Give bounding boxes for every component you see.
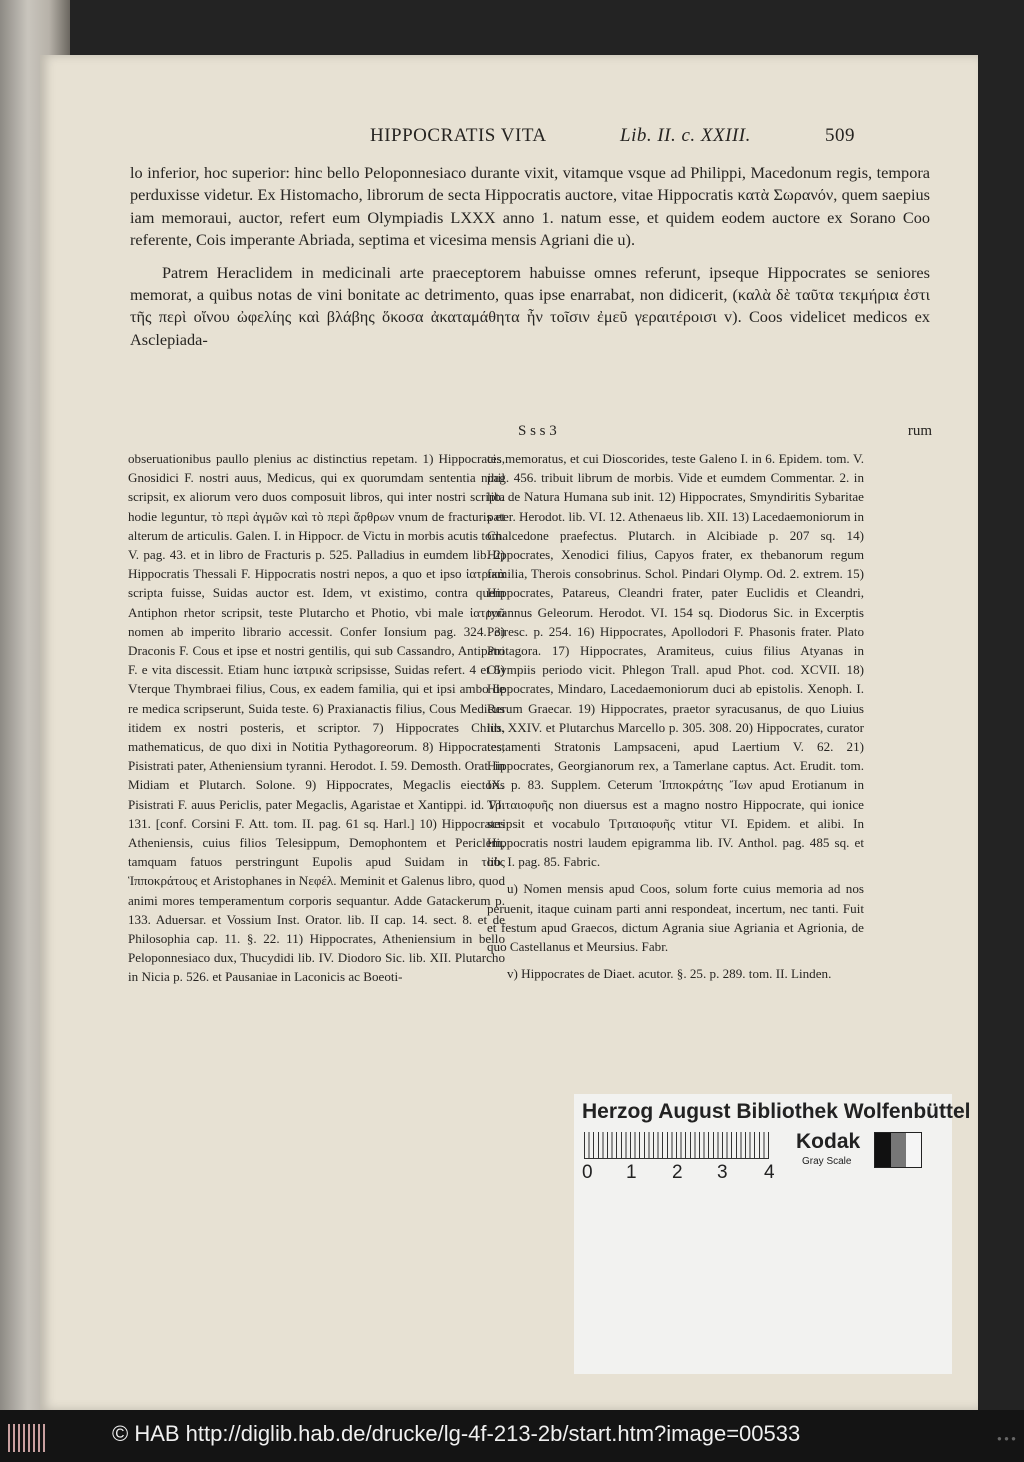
scale-number: 0 bbox=[582, 1162, 593, 1183]
scale-number: 1 bbox=[626, 1162, 637, 1183]
footnote-u: u) Nomen mensis apud Coos, solum forte cuius memoria ad nos peruenit, itaque cuinam parti anni respondeat, incertum, nec tanti. Fuit et festum apud Graecos, dictum Agrania siue Agriania et Agrionia, de quo Castellanus et Meursius. Fabr. bbox=[487, 881, 864, 955]
footer-bar bbox=[0, 1410, 1024, 1462]
footnotes-right-column bbox=[487, 449, 864, 983]
footnote-v: v) Hippocrates de Diaet. acutor. §. 25. p. 289. tom. II. Linden. bbox=[507, 966, 832, 982]
footnotes-left-column bbox=[128, 449, 505, 987]
scale-number: 3 bbox=[717, 1162, 728, 1183]
scale-number: 2 bbox=[672, 1162, 683, 1183]
measurement-ruler bbox=[584, 1132, 769, 1159]
main-text bbox=[130, 162, 930, 351]
chapter-reference: Lib. II. c. XXIII. bbox=[620, 125, 751, 146]
hab-logo-icon bbox=[8, 1424, 48, 1452]
footer-dots-icon: ● ● ● bbox=[997, 1434, 1016, 1443]
page-number: 509 bbox=[825, 125, 855, 146]
library-color-chart bbox=[574, 1094, 971, 1374]
gray-scale-patches bbox=[874, 1132, 922, 1168]
copyright-url: © HAB http://diglib.hab.de/drucke/lg-4f-213-2b/start.htm?image=00533 bbox=[112, 1421, 801, 1446]
footnote-text-left: obseruationibus paullo plenius ac distinctius repetam. 1) Hippocrates, Gnosidici F. nostri auus, Medicus, qui ex quorumdam sententia nihil scripsit, ex aliorum vero duos composuit libros, qui inter nostri scripta hodie leguntur, τὸ περὶ ἀγμῶν καὶ τὸ περὶ ἄρθρων vnum de fracturis et alterum de articulis. Galen. I. in Hippocr. de Victu in morbis acutis tom. V. pag. 43. et in libro de Fracturis p. 525. Palladius in eumdem lib. 2) Hippocratis Thessali F. Hippocratis nostri nepos, a quo et ipso ἰατρικὰ scripta fuisse, Suidas auctor est. Idem, vt existimo, contra quem Antiphon rhetor scripsit, teste Plutarcho et Photio, vbi male ἰατροῦ nomen ab imperito librario accessit. Confer Ionsium pag. 324. 3) Draconis F. Cous et ipse et nostri gentilis, qui sub Cassandro, Antipatri F. e vita discessit. Etiam hunc ἰατρικὰ scripsisse, Suidas refert. 4 et 5) Vterque Thymbraei filius, Cous, ex eadem familia, qui et ipsi ambo de re medica scripserunt, Suida teste. 6) Praxianactis filius, Cous Medicus itidem ex nostri posteris, et scriptor. 7) Hippocrates Chius, mathematicus, de quo dixi in Notitia Pythagoreorum. 8) Hippocrates, Pisistrati pater, Atheniensium tyranni. Herodot. I. 59. Demosth. Orat. in Midiam et Plutarch. Solone. 9) Hippocrates, Megaclis eiectoris Pisistrati F. auus Periclis, pater Megaclis, Agaristae et Xantippi. id. VI. 131. [conf. Corsini F. Att. tom. II. pag. 61 sq. Harl.] 10) Hippocrates Atheniensis, cuius filios Telesippum, Demophontem et Periclem, tamquam fatuos perstringunt Eupolis apud Suidam in τοὺς Ἱπποκράτους et Aristophanes in Νεφέλ. Meminit et Galenus libro, quod animi mores temperamentum corporis sequantur. Adde Gatackerum p. 133. Aduersar. et Vossium Inst. Orator. lib. II cap. 14. sect. 8. et de Philosophia cap. 11. §. 22. 11) Hippocrates, Atheniensium in bello Peloponnesiaco dux, Thucydidi lib. IV. Diodoro Sic. lib. XII. Plutarcho in Nicia p. 526. et Pausaniae in Laconicis ac Boeoti- bbox=[128, 451, 505, 985]
scale-number: 4 bbox=[764, 1162, 775, 1183]
signature-mark: S s s 3 bbox=[518, 423, 557, 439]
kodak-logo: Kodak bbox=[796, 1130, 861, 1153]
catchword: rum bbox=[907, 423, 932, 439]
paragraph-2: Patrem Heraclidem in medicinali arte praeceptorem habuisse omnes referunt, ipseque Hippocrates se seniores memorat, a quibus notas de vini bonitate ac detrimento, quas ipse enarrabat, non didicerit, (καλὰ δὲ ταῦτα τεκμήρια ἐστι τῆς περὶ οἴνου ὠφελίης καὶ βλάβης ὅκοσα ἀκαταμάθητα ἦν τοῖσιν ἐμεῦ γεραιτέροισι v). Coos videlicet medicos ex Asclepiada- bbox=[130, 262, 930, 349]
running-title: HIPPOCRATIS VITA bbox=[370, 125, 547, 146]
paragraph-1: lo inferior, hoc superior: hinc bello Peloponnesiaco durante vixit, vitamque vsque ad Philippi, Macedonum regis, tempora perduxisse videtur. Ex Histomacho, librorum de secta Hippocratis auctore, vitae Hippocratis κατὰ Σωρανόν, quem saepius iam memoraui, auctor, refert eum Olympiadis LXXX anno 1. natum esse, et quidem eodem auctore ex Sorano Coo referente, Cois imperante Abriada, septima et vicesima mensis Agriani die u). bbox=[130, 163, 930, 250]
footnote-text-right: cis memoratus, et cui Dioscorides, teste Galeno I. in 6. Epidem. tom. V. pag. 456. tribuit librum de morbis. Vide et eumdem Commentar. 2. in lib. de Natura Humana sub init. 12) Hippocrates, Smyndiritis Sybaritae pater. Herodot. lib. VI. 12. Athenaeus lib. XII. 13) Lacedaemoniorum in Chalcedone praefectus. Plutarch. in Alcibiade p. 207 sq. 14) Hippocrates, Xenodici filius, Capyos frater, ex thebanorum regum familia, Therois consobrinus. Schol. Pindari Olymp. Od. 2. extrem. 15) Hippocrates, Patareus, Cleandri frater, pater Euclidis et Cleandri, tyrannus Geleorum. Herodot. VI. 154 sq. Diodorus Sic. in Excerptis Peiresc. p. 254. 16) Hippocrates, Apollodori F. Phasonis frater. Plato Protagora. 17) Hippocrates, Aramiteus, cuius filius Atyanas in Olympiis periodo vicit. Phlegon Trall. apud Phot. cod. XCVII. 18) Hippocrates, Mindaro, Lacedaemoniorum duci ab epistolis. Xenoph. I. Rerum Graecar. 19) Hippocrates, praetor syracusanus, de quo Liuius lib. XXIV. et Plutarchus Marcello p. 305. 308. 20) Hippocrates, curator testamenti Stratonis Lampsaceni, apud Laertium V. 62. 21) Hippocrates, Georgianorum rex, a Tamerlane captus. Act. Erudit. tom. IX. p. 83. Supplem. Ceterum Ἱπποκράτης Ἴων apud Erotianum in Τριταιοφυῆς non diuersus est a magno nostro Hippocrate, qui ionice scripsit et vocabulo Τριταιοφυῆς vtitur VI. Epidem. et alibi. In Hippocratis nostri laudem epigramma lib. IV. Anthol. pag. 485 sq. et lib. I. pag. 85. Fabric. bbox=[487, 451, 864, 870]
library-name: Herzog August Bibliothek Wolfenbüttel bbox=[582, 1100, 971, 1123]
gray-scale-label: Gray Scale bbox=[802, 1156, 852, 1167]
